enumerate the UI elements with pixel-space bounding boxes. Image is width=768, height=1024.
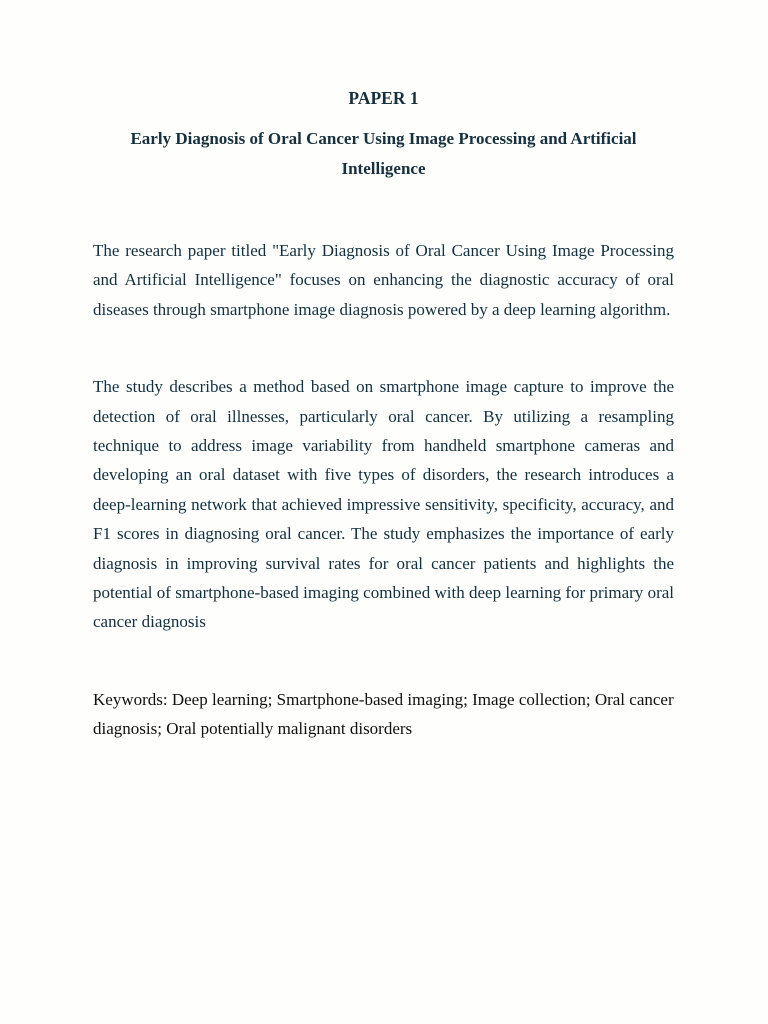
summary-paragraph-1: The research paper titled "Early Diagnosis of Oral Cancer Using Image Processing and Artificial Intelligence" focuses on enhancing the diagnostic accuracy of oral diseases through smartphone image diagnosis powered by a deep learning algorithm. [93, 241, 674, 319]
document-body [93, 86, 674, 744]
summary-paragraph-2: The study describes a method based on smartphone image capture to improve the detection of oral illnesses, particularly oral cancer. By utilizing a resampling technique to address image variability from handheld smartphone cameras and developing an oral dataset with five types of disorders, the research introduces a deep-learning network that achieved impressive sensitivity, specificity, accuracy, and F1 scores in diagnosing oral cancer. The study emphasizes the importance of early diagnosis in improving survival rates for oral cancer patients and highlights the potential of smartphone-based imaging combined with deep learning for primary oral cancer diagnosis [93, 377, 674, 632]
paper-title: Early Diagnosis of Oral Cancer Using Image Processing and Artificial Intelligence [130, 129, 637, 178]
paper-label: PAPER 1 [348, 88, 419, 108]
keywords-line: Keywords: Deep learning; Smartphone-based imaging; Image collection; Oral cancer diagnosis; Oral potentially malignant disorders [93, 689, 674, 739]
